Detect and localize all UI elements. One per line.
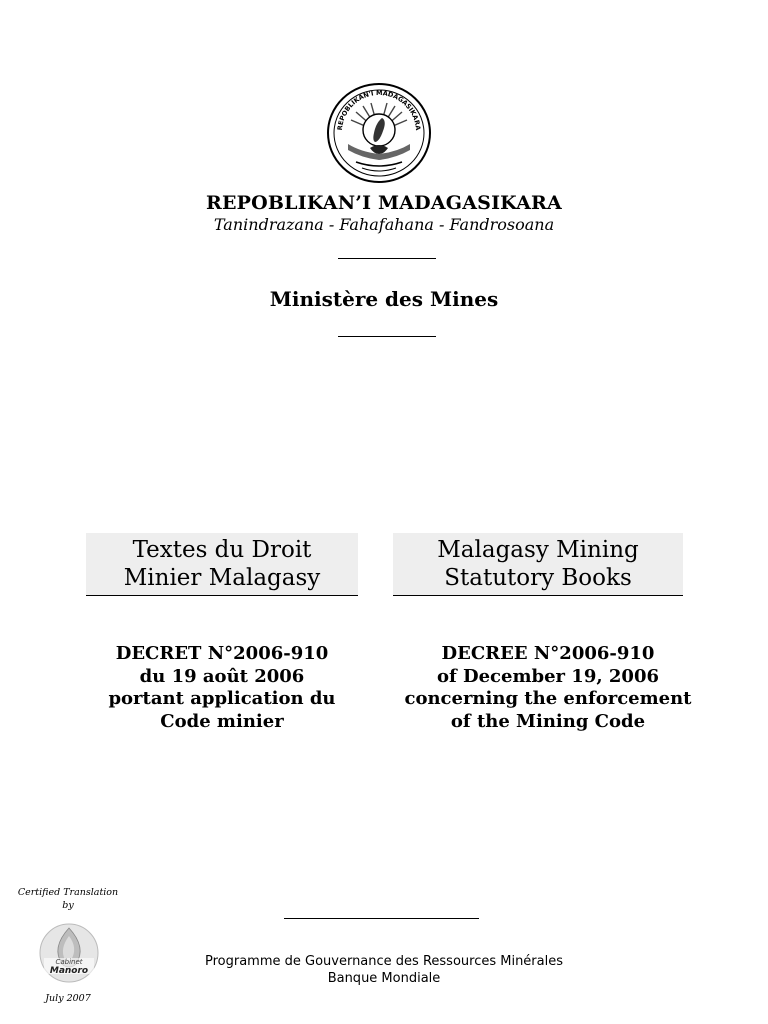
book-title-line: Malagasy Mining xyxy=(437,537,639,563)
book-title-line: Statutory Books xyxy=(444,565,632,591)
decree-line: DECREE N°2006-910 xyxy=(441,643,655,664)
certified-translation-label: Certified Translation xyxy=(17,887,119,898)
decree-line: portant application du xyxy=(108,688,336,709)
decree-line: DECRET N°2006-910 xyxy=(115,643,329,664)
divider xyxy=(284,918,479,919)
certified-by-label: by xyxy=(62,900,74,911)
footer-bank: Banque Mondiale xyxy=(327,971,441,986)
decree-line: of the Mining Code xyxy=(450,710,646,732)
national-seal xyxy=(326,82,432,184)
footer-program: Programme de Gouvernance des Ressources Minérales xyxy=(204,954,564,969)
book-title-french xyxy=(86,533,358,596)
svg-text:REPOBLIKAN'I MADAGASIKARA: REPOBLIKAN'I MADAGASIKARA xyxy=(335,88,423,131)
book-title-english xyxy=(393,533,683,596)
book-title-line: Textes du Droit xyxy=(132,537,312,563)
decree-line: concerning the enforcement xyxy=(404,688,692,709)
divider xyxy=(338,258,436,259)
ministry-name: Ministère des Mines xyxy=(269,287,499,311)
decree-line: of December 19, 2006 xyxy=(436,665,659,687)
country-name: REPOBLIKAN’I MADAGASIKARA xyxy=(206,192,562,214)
book-title-line: Minier Malagasy xyxy=(123,565,321,591)
decree-line: du 19 août 2006 xyxy=(139,665,305,687)
decree-title-french xyxy=(86,643,358,733)
divider xyxy=(338,336,436,337)
decree-title-english xyxy=(385,643,711,733)
svg-text:Manoro: Manoro xyxy=(49,966,89,976)
national-motto: Tanindrazana - Fahafahana - Fandrosoana xyxy=(213,215,555,234)
svg-text:Cabinet: Cabinet xyxy=(55,958,83,966)
certification-date: July 2007 xyxy=(45,993,91,1004)
decree-line: Code minier xyxy=(160,710,284,732)
